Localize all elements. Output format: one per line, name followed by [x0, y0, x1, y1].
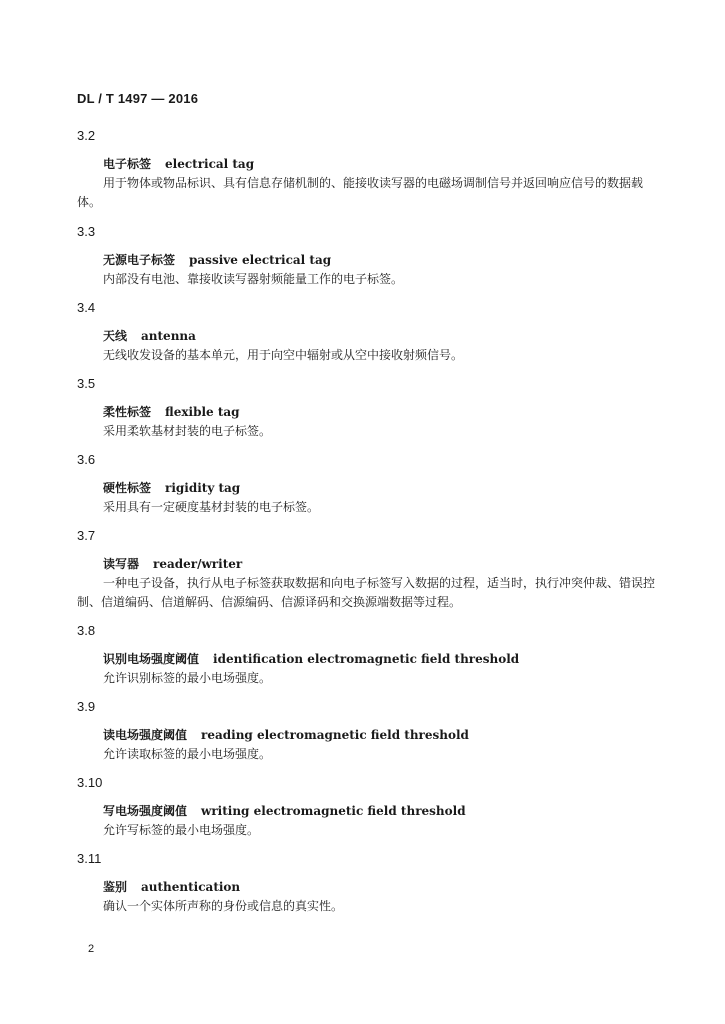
term-chinese: 识别电场强度阈值: [103, 652, 200, 666]
term-chinese: 电子标签: [103, 157, 152, 171]
term-chinese: 读写器: [103, 557, 140, 571]
entry-term: [103, 251, 331, 268]
entry-number: 3.4: [77, 300, 96, 315]
term-chinese: 鉴别: [103, 880, 128, 894]
entry-number: 3.2: [77, 128, 96, 143]
entry-term: [103, 726, 469, 743]
page-number: 2: [88, 943, 95, 955]
entry-number: 3.5: [77, 376, 96, 391]
term-english: reader/writer: [153, 557, 243, 571]
term-english: writing electromagnetic field threshold: [201, 804, 466, 818]
entry-term: [103, 650, 519, 667]
entry-definition: 采用具有一定硬度基材封装的电子标签。: [103, 500, 320, 514]
entry-number: 3.9: [77, 699, 96, 714]
entry-term: [103, 327, 196, 344]
term-chinese: 柔性标签: [103, 405, 152, 419]
entry-definition: 允许读取标签的最小电场强度。: [103, 747, 272, 761]
term-chinese: 写电场强度阈值: [103, 804, 188, 818]
entry-number: 3.6: [77, 452, 96, 467]
term-english: flexible tag: [165, 405, 240, 419]
term-english: reading electromagnetic field threshold: [201, 728, 469, 742]
entry-definition: 一种电子设备，执行从电子标签获取数据和向电子标签写入数据的过程，适当时，执行冲突仲裁、错误控制、信道编码、信道解码、信源编码、信源译码和交换源端数据等过程。: [77, 576, 656, 609]
entry-definition: 用于物体或物品标识、具有信息存储机制的、能接收读写器的电磁场调制信号并返回响应信号的数据载体。: [77, 176, 644, 209]
term-chinese: 无源电子标签: [103, 253, 176, 267]
entry-definition: 内部没有电池、靠接收读写器射频能量工作的电子标签。: [103, 272, 404, 286]
term-chinese: 天线: [103, 329, 128, 343]
term-chinese: 读电场强度阈值: [103, 728, 188, 742]
entry-term: [103, 878, 240, 895]
entry-term: [103, 403, 240, 420]
entry-definition: 无线收发设备的基本单元，用于向空中辐射或从空中接收射频信号。: [103, 348, 464, 362]
term-english: identification electromagnetic field threshold: [213, 652, 520, 666]
entry-number: 3.7: [77, 528, 96, 543]
term-english: electrical tag: [165, 157, 255, 171]
term-english: authentication: [141, 880, 241, 894]
entry-term: [103, 155, 254, 172]
entry-number: 3.3: [77, 224, 96, 239]
term-english: passive electrical tag: [189, 253, 332, 267]
entry-term: [103, 479, 240, 496]
term-english: rigidity tag: [165, 481, 241, 495]
entry-term: [103, 555, 242, 572]
term-chinese: 硬性标签: [103, 481, 152, 495]
entry-term: [103, 802, 466, 819]
entry-definition: 允许写标签的最小电场强度。: [103, 823, 260, 837]
entry-definition: 确认一个实体所声称的身份或信息的真实性。: [103, 899, 344, 913]
entry-definition: 采用柔软基材封装的电子标签。: [103, 424, 272, 438]
entry-number: 3.8: [77, 623, 96, 638]
entry-number: 3.10: [77, 775, 103, 790]
entry-definition: 允许识别标签的最小电场强度。: [103, 671, 272, 685]
entry-number: 3.11: [77, 851, 102, 866]
term-english: antenna: [141, 329, 196, 343]
standard-code-header: DL / T 1497 — 2016: [77, 91, 199, 106]
